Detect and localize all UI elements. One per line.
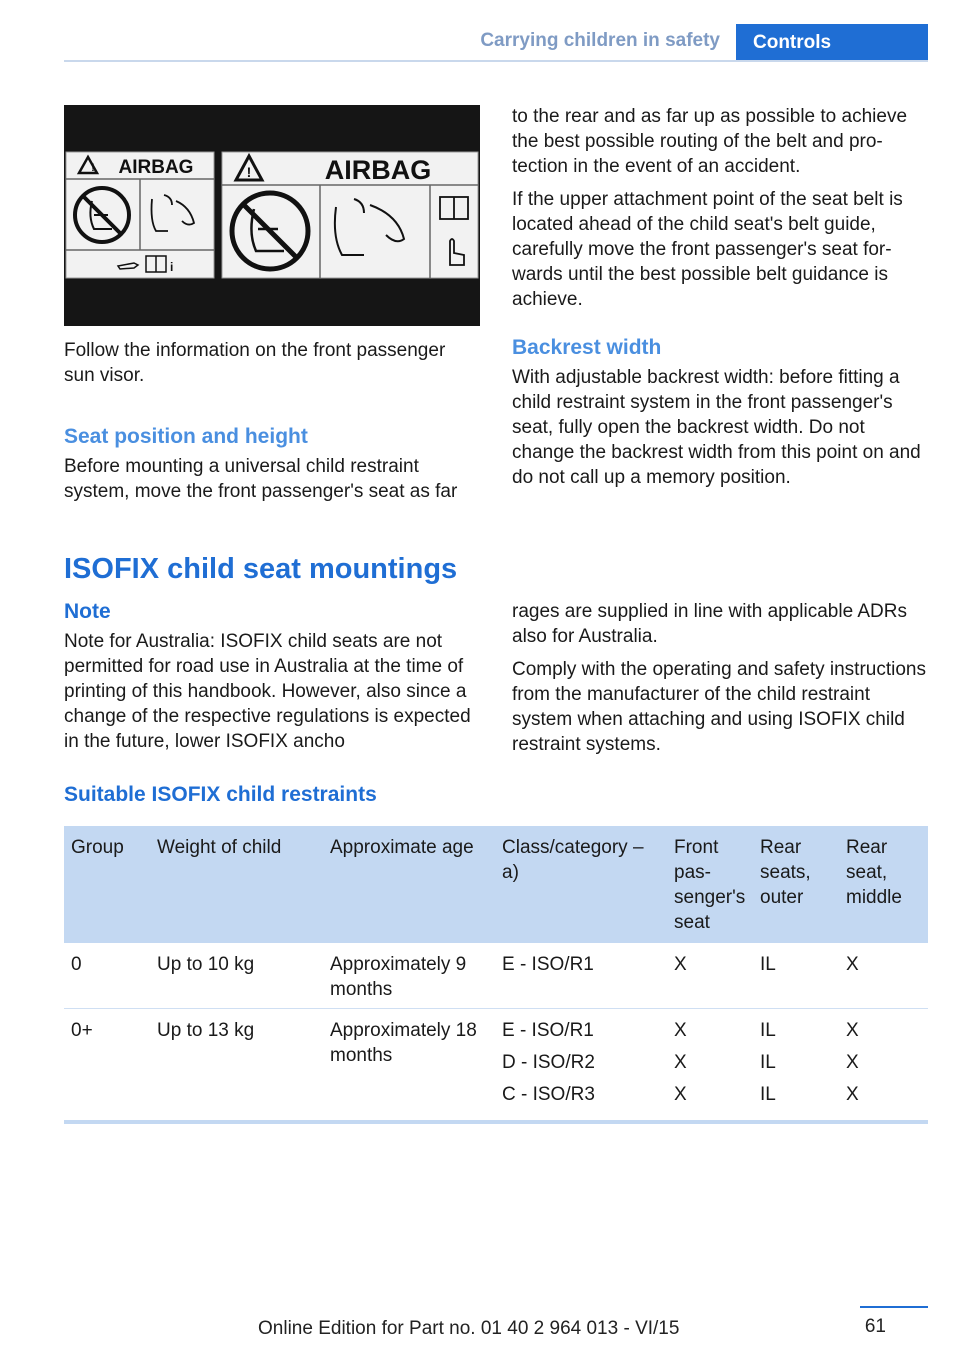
front-seat-value: X — [674, 1020, 687, 1041]
header-rear-outer: Rear seats, outer — [753, 826, 839, 943]
rear-outer-value: IL — [760, 1020, 776, 1041]
cell-rear-outer: IL — [753, 943, 839, 1009]
seat-position-heading: Seat position and height — [64, 425, 308, 448]
table-header-row — [64, 826, 928, 943]
svg-text:!: ! — [246, 164, 252, 180]
isofix-table-title: Suitable ISOFIX child restraints — [64, 783, 377, 806]
class-value: D - ISO/R2 — [502, 1052, 595, 1073]
cell-age: Approximately 9 months — [323, 943, 495, 1009]
airbag-label-illustration — [64, 105, 480, 326]
front-seat-value: X — [674, 1052, 687, 1073]
seat-position-text: Before mounting a universal child restraint system, move the front passenger's seat as far — [64, 456, 458, 502]
cell-rear-outer — [753, 1009, 839, 1123]
header-class: Class/category – a) — [495, 826, 667, 943]
header-section-title: Carrying children in safety — [480, 30, 720, 51]
backrest-width-heading: Backrest width — [512, 336, 662, 359]
cell-class — [495, 1009, 667, 1123]
front-seat-value: X — [674, 1084, 687, 1105]
footer-rule — [860, 1306, 928, 1308]
svg-text:i: i — [170, 260, 174, 274]
large-airbag-text: AIRBAG — [324, 155, 432, 185]
large-airbag-label — [222, 152, 478, 278]
isofix-restraints-table — [64, 826, 928, 1124]
cell-group: 0+ — [64, 1009, 150, 1123]
header-age: Approximate age — [323, 826, 495, 943]
cell-weight: Up to 13 kg — [150, 1009, 323, 1123]
header-rear-middle: Rear seat, middle — [839, 826, 928, 943]
footer-edition: Online Edition for Part no. 01 40 2 964 013 - VI/15 — [258, 1318, 680, 1339]
small-airbag-text: AIRBAG — [118, 157, 194, 178]
cell-group: 0 — [64, 943, 150, 1009]
note-heading: Note — [64, 600, 111, 623]
rear-outer-value: IL — [760, 1052, 776, 1073]
cell-age: Approximately 18 months — [323, 1009, 495, 1123]
photo-caption: Follow the information on the front passenger sun visor. — [64, 340, 446, 386]
header-front-seat: Front passenger's seat — [667, 826, 753, 943]
rear-middle-value: X — [846, 1084, 859, 1105]
seat-position-text-continued: to the rear and as far up as possible to achieve the best possible routing of the belt and protection in the event of an accident. — [512, 106, 908, 177]
class-value: C - ISO/R3 — [502, 1084, 595, 1105]
table-row — [64, 1009, 928, 1123]
cell-rear-middle: X — [839, 943, 928, 1009]
note-text-continued: rages are supplied in line with applicable ADRs also for Australia. — [512, 601, 908, 647]
header-rule — [64, 60, 928, 62]
cell-front-seat — [667, 1009, 753, 1123]
backrest-width-text: With adjustable backrest width: before fitting a child restraint system in the front passenger's seat, fully open the backrest width. Do not change the backrest width from this point on and do not call up a memory position. — [512, 367, 921, 488]
header-weight: Weight of child — [150, 826, 323, 943]
airbag-label-photo — [64, 105, 480, 326]
safety-instructions-text: Comply with the operating and safety instructions from the manufacturer of the child restraint system when attaching and using ISOFIX child restraint systems. — [512, 659, 926, 755]
header-chapter-tab: Controls — [736, 24, 928, 62]
small-airbag-label — [66, 152, 214, 278]
header-group: Group — [64, 826, 150, 943]
class-value: E - ISO/R1 — [502, 1020, 594, 1041]
svg-text:!: ! — [91, 162, 95, 174]
belt-attachment-text: If the upper attachment point of the seat belt is located ahead of the child seat's belt guide, carefully move the front passenger's seat forwards until the best possible belt guidance is achieve. — [512, 189, 903, 310]
isofix-note-left — [64, 599, 480, 754]
page-number: 61 — [864, 1316, 886, 1337]
rear-middle-value: X — [846, 1052, 859, 1073]
isofix-section-title: ISOFIX child seat mountings — [64, 553, 458, 585]
rear-outer-value: IL — [760, 1084, 776, 1105]
rear-middle-value: X — [846, 1020, 859, 1041]
left-column — [64, 338, 480, 504]
cell-class: E - ISO/R1 — [495, 943, 667, 1009]
table-row — [64, 943, 928, 1009]
right-column — [512, 104, 928, 490]
cell-rear-middle — [839, 1009, 928, 1123]
isofix-note-right — [512, 599, 928, 757]
cell-front-seat: X — [667, 943, 753, 1009]
note-text: Note for Australia: ISOFIX child seats are not permitted for road use in Australia at the time of printing of this handbook. However, also since a change of the respective regulations is expected in the future, lower ISOFIX ancho — [64, 631, 471, 752]
cell-weight: Up to 10 kg — [150, 943, 323, 1009]
